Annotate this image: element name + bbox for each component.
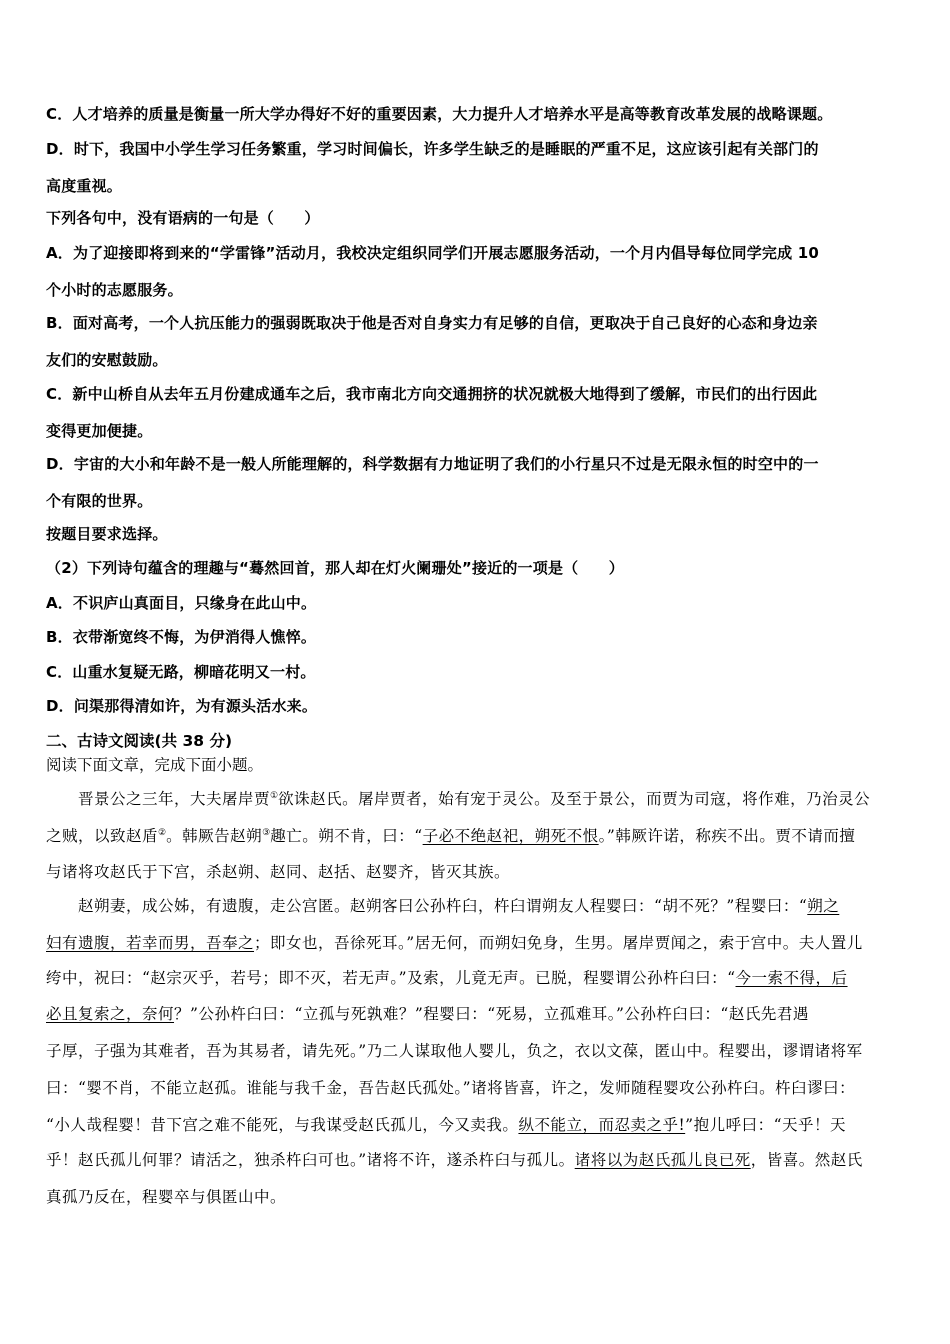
footnote-marker-3: ③ (262, 828, 271, 838)
prev-option-d-line1: D．时下，我国中小学生学习任务繁重，学习时间偏长，许多学生缺乏的是睡眠的严重不足，这应该引起有关部门的 (46, 140, 819, 158)
passage-p2-line7 (46, 1113, 846, 1135)
footnote-marker-1: ① (270, 791, 279, 801)
passage-p2-line2 (46, 931, 863, 953)
grammar-option-c-line2: 变得更加便捷。 (46, 422, 153, 440)
passage-text: 。韩厥告赵朔 (166, 827, 263, 845)
grammar-option-c-line1: C．新中山桥自从去年五月份建成通车之后，我市南北方向交通拥挤的状况就极大地得到了缓解，市民们的出行因此 (46, 385, 818, 403)
passage-text: “小人哉程婴！昔下宫之难不能死，与我谋受赵氏孤儿，今又卖我。 (46, 1116, 519, 1134)
passage-text: ；即女也，吾徐死耳。”居无何，而朔妇免身，生男。屠岸贾闻之，索于宫中。夫人置儿 (254, 934, 863, 952)
passage-text: ”抱儿呼曰：“天乎！天 (685, 1116, 847, 1134)
passage-p2-line3 (46, 966, 848, 988)
underlined-sentence-2a: 朔之 (807, 897, 840, 915)
passage-text: 欲诛赵氏。屠岸贾者，始有宠于灵公。及至于景公，而贾为司寇，将作难，乃治灵公 (278, 790, 871, 808)
passage-p2-line1 (78, 894, 839, 916)
passage-text: ，皆喜。然赵氏 (750, 1151, 863, 1169)
footnote-marker-2: ② (158, 828, 167, 838)
section-heading: 二、古诗文阅读(共 38 分) (46, 732, 233, 750)
passage-p2-line9: 真孤乃反在，程婴卒与俱匿山中。 (46, 1188, 287, 1206)
passage-text: 绔中，祝曰：“赵宗灭乎，若号；即不灭，若无声。”及索，儿竟无声。已脱，程婴谓公孙杵臼曰：“ (46, 969, 736, 987)
poem-option-b: B．衣带渐宽终不悔，为伊消得人憔悴。 (46, 628, 317, 646)
underlined-sentence-1: 子必不绝赵祀，朔死不恨 (422, 827, 599, 845)
grammar-option-b-line2: 友们的安慰鼓励。 (46, 351, 168, 369)
grammar-option-d-line1: D．宇宙的大小和年龄不是一般人所能理解的，科学数据有力地证明了我们的小行星只不过是无限永恒的时空中的一 (46, 455, 819, 473)
passage-text: 之贼，以致赵盾 (46, 827, 159, 845)
passage-p2-line5: 子厚，子强为其难者，吾为其易者，请先死。”乃二人谋取他人婴儿，负之，衣以文葆，匿山中。程婴出，谬谓诸将军 (46, 1042, 863, 1060)
section-instruction: 阅读下面文章，完成下面小题。 (46, 756, 264, 774)
passage-text: 趣亡。朔不肯，曰：“ (270, 827, 423, 845)
passage-text: 晋景公之三年，大夫屠岸贾 (78, 790, 271, 808)
passage-text: 赵朔妻，成公姊，有遗腹，走公宫匿。赵朔客曰公孙杵臼，杵臼谓朔友人程婴曰：“胡不死？”程婴曰：“ (78, 897, 808, 915)
prev-option-c: C．人才培养的质量是衡量一所大学办得好不好的重要因素，大力提升人才培养水平是高等教育改革发展的战略课题。 (46, 105, 833, 123)
grammar-question-stem: 下列各句中，没有语病的一句是（ ） (46, 209, 320, 227)
passage-p2-line8 (46, 1148, 863, 1170)
underlined-sentence-2b: 妇有遗腹，若幸而男，吾奉之 (46, 934, 255, 952)
underlined-sentence-5: 诸将以为赵氏孤儿良已死 (574, 1151, 751, 1169)
poem-option-a: A．不识庐山真面目，只缘身在此山中。 (46, 594, 317, 612)
poem-question-stem: （2）下列诗句蕴含的理趣与“蓦然回首，那人却在灯火阑珊处”接近的一项是（ ） (46, 559, 624, 577)
passage-text: ？”公孙杵臼曰：“立孤与死孰难？”程婴曰：“死易，立孤难耳。”公孙杵臼曰：“赵氏先君遇 (174, 1005, 809, 1023)
passage-p2-line6: 曰：“婴不肖，不能立赵孤。谁能与我千金，吾告赵氏孤处。”诸将皆喜，许之，发师随程婴攻公孙杵臼。杵臼谬曰： (46, 1079, 856, 1097)
passage-p1-line1 (78, 787, 870, 809)
passage-p1-line3: 与诸将攻赵氏于下宫，杀赵朔、赵同、赵括、赵婴齐，皆灭其族。 (46, 863, 511, 881)
poem-option-d: D．问渠那得清如许，为有源头活水来。 (46, 697, 318, 715)
passage-p1-line2 (46, 824, 855, 846)
passage-text: 乎！赵氏孤儿何罪？请活之，独杀杵臼可也。”诸将不许，遂杀杵臼与孤儿。 (46, 1151, 575, 1169)
poem-option-c: C．山重水复疑无路，柳暗花明又一村。 (46, 663, 316, 681)
prev-option-d-line2: 高度重视。 (46, 177, 123, 195)
grammar-option-b-line1: B．面对高考，一个人抗压能力的强弱既取决于他是否对自身实力有足够的自信，更取决于自己良好的心态和身边亲 (46, 314, 818, 332)
underlined-sentence-3b: 必且复索之，奈何 (46, 1005, 175, 1023)
underlined-sentence-4: 纵不能立，而忍卖之乎! (518, 1116, 686, 1134)
underlined-sentence-3a: 今一索不得，后 (735, 969, 848, 987)
poem-instruction: 按题目要求选择。 (46, 525, 168, 543)
passage-p2-line4 (46, 1002, 809, 1024)
grammar-option-a-line2: 个小时的志愿服务。 (46, 281, 183, 299)
grammar-option-d-line2: 个有限的世界。 (46, 492, 153, 510)
passage-text: 。”韩厥许诺，称疾不出。贾不请而擅 (598, 827, 856, 845)
grammar-option-a-line1: A．为了迎接即将到来的“学雷锋”活动月，我校决定组织同学们开展志愿服务活动，一个月内倡导每位同学完成 10 (46, 244, 820, 262)
